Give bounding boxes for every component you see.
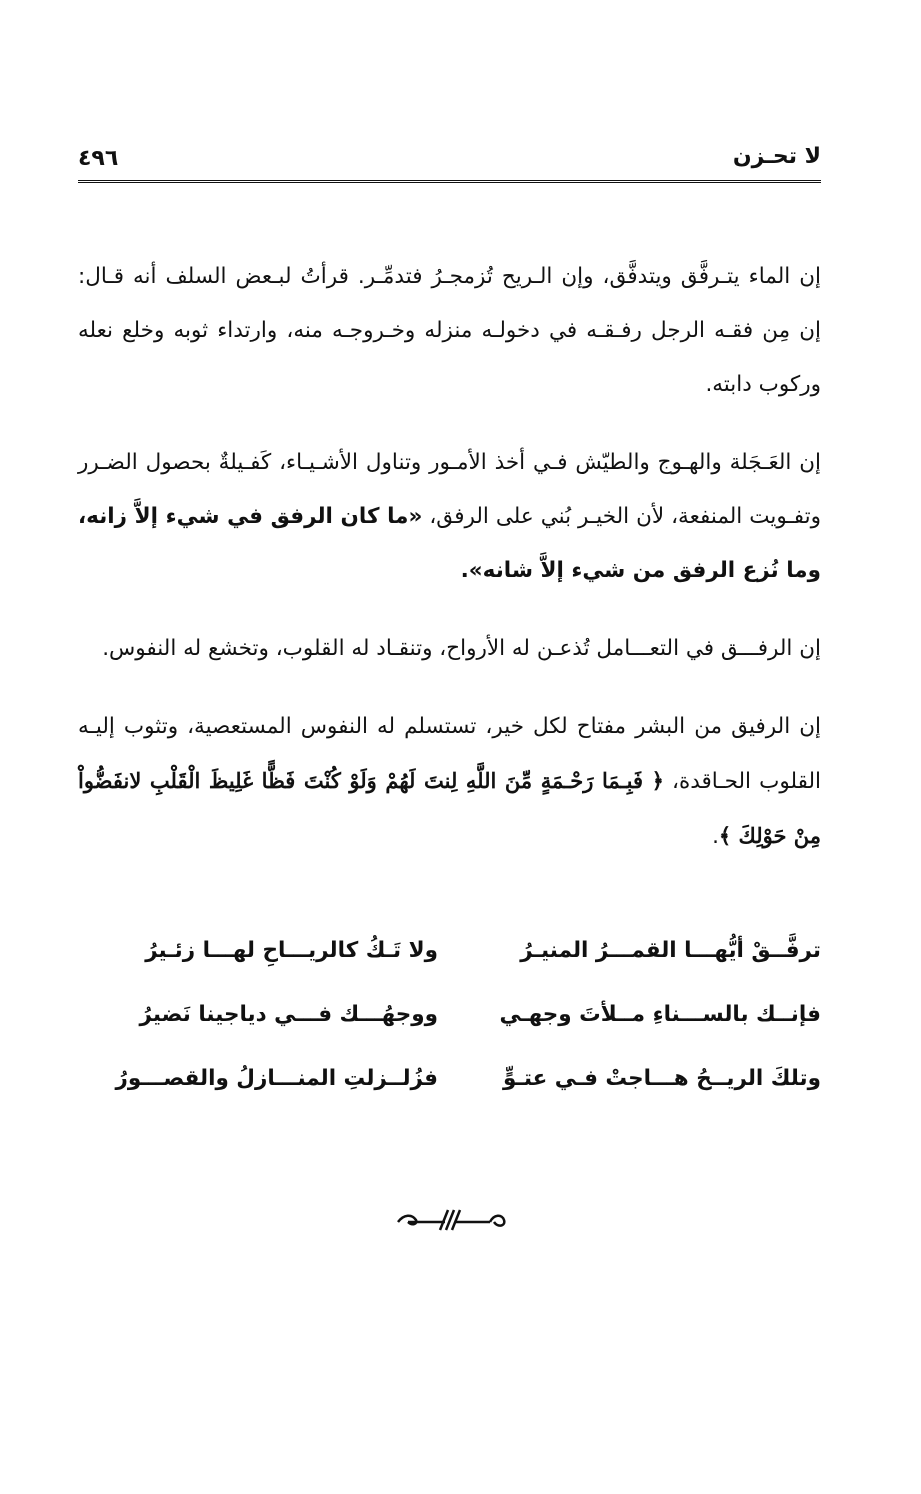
poem-first-hemistich: وتلكَ الريــحُ هـــاجتْ فـي عتـوٍّ bbox=[502, 1066, 821, 1091]
poem-first-hemistich: ترفَّــقْ أيُّهـــا القمـــرُ المنيـرُ bbox=[520, 938, 821, 963]
poem-verse bbox=[78, 1002, 821, 1066]
paragraph-2 bbox=[78, 436, 821, 598]
paragraph-4 bbox=[78, 700, 821, 864]
paragraph-text: إن الرفيق من البشر مفتاح لكل خير، تستسلم له النفوس المستعصية، وتثوب إليـه القلوب الحـاقدة، bbox=[78, 714, 821, 794]
hadith-quote: «ما كان الرفق في شيء إلاَّ زانه، وما نُزع الرفق من شيء إلاَّ شانه». bbox=[78, 504, 821, 583]
poem-second-hemistich: ووجهُـــك فـــي دياجينا نَضيرُ bbox=[139, 1002, 438, 1027]
paragraph-text: إن الرفـــق في التعـــامل تُذعـن له الأرواح، وتنقـاد له القلوب، وتخشع له النفوس. bbox=[102, 636, 821, 661]
poem-verse bbox=[78, 1066, 821, 1130]
paragraph-1 bbox=[78, 250, 821, 412]
paragraph-text-after: . bbox=[712, 824, 719, 849]
book-title: لا تحـزن bbox=[732, 144, 821, 169]
poem-second-hemistich: فزُلــزلتِ المنـــازلُ والقصـــورُ bbox=[115, 1066, 438, 1091]
paragraph-text: إن العَـجَلة والهـوج والطيّش فـي أخذ الأمـور وتناول الأشـيـاء، كَفـيلةٌ بحصول الضـرر وتفـويت المنفعة، لأن الخيـر بُني على الرفق، bbox=[78, 450, 821, 529]
poem-first-hemistich: فإنــك بالســـناءِ مــلأتَ وجهـي bbox=[499, 1002, 821, 1027]
page-header bbox=[78, 140, 821, 183]
paragraph-text: إن الماء يتـرفَّق ويتدفَّق، وإن الـريح تُزمجـرُ فتدمِّـر. قرأتُ لبـعض السلف أنه قـال: إن مِن فقـه الرجل رفـقـه في دخولـه منزله وخـروجـه منه، وارتداء ثوبه وخلع نعله وركوب دابته. bbox=[78, 264, 821, 397]
poem-second-hemistich: ولا تَـكُ كالريـــاحِ لهـــا زئـيرُ bbox=[145, 938, 438, 963]
quran-verse: ﴿ فَبِـمَا رَحْـمَةٍ مِّنَ اللَّهِ لِنتَ لَهُمْ وَلَوْ كُنْتَ فَظًّا غَلِيظَ الْقَلْبِ لانفَضُّواْ مِنْ حَوْلِكَ ﴾ bbox=[78, 768, 821, 848]
poem bbox=[78, 938, 821, 1130]
poem-verse bbox=[78, 938, 821, 1002]
page-number: ٤٩٦ bbox=[78, 146, 119, 171]
ornament-divider-icon bbox=[390, 1200, 510, 1240]
body-text bbox=[78, 250, 821, 888]
paragraph-3 bbox=[78, 622, 821, 676]
